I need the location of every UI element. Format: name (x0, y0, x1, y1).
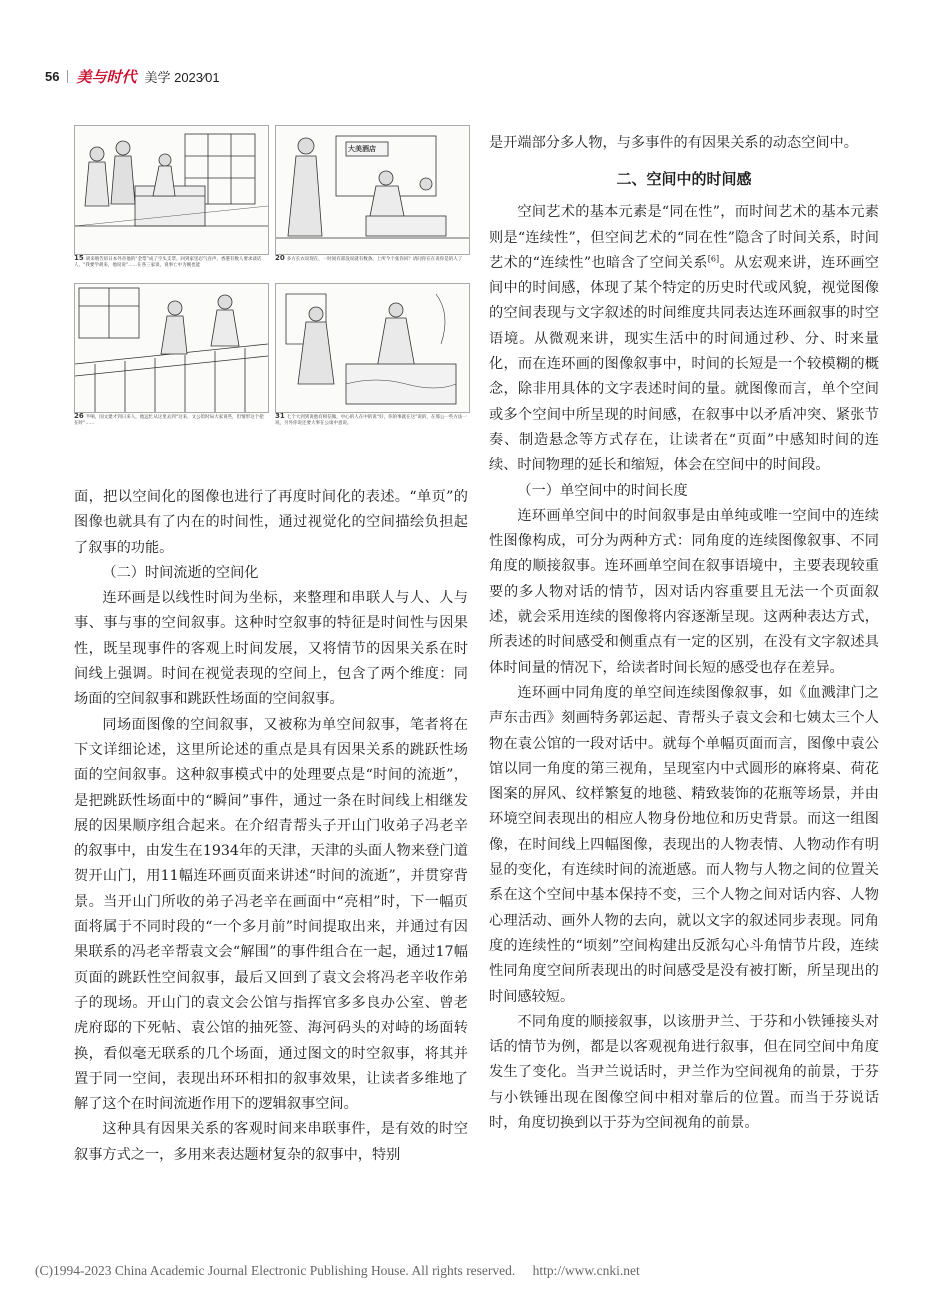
panel-caption-31 (275, 413, 468, 439)
paragraph: 面，把以空间化的图像也进行了再度时间化的表述。“单页”的图像也就具有了内在的时间性，通过视觉化的空间描绘负担起了叙事的功能。 (74, 489, 468, 556)
paragraph (489, 200, 879, 478)
paragraph: 同场面图像的空间叙事，又被称为单空间叙事，笔者将在下文详细论述，这里所论述的重点是具有因果关系的跳跃性场面的空间叙事。这种叙事模式中的处理要点是“时间的流逝”，是把跳跃性场面中的“瞬间”事件，通过一条在时间线上相继发展的因果顺序组合起来。在介绍青帮头子开山门收弟子冯老辛的叙事中，由发生在1934年的天津，天津的头面人物来登门道贺开山门，用11幅连环画页面来讲述“时间的流逝”，并贯穿背景。当开山门所收的弟子冯老辛在画面中“亮相”时，下一幅页面将属于不同时段的“一个多月前”时间提取出来，并通过有因果联系的冯老辛帮袁文会“解围”的事件组合在一起，通过17幅页面的跳跃性空间叙事，最后又回到了袁文会将冯老辛收作弟子的现场。开山门的袁文会公馆与指挥官多多良办公室、曾老虎府邸的下死帖、袁公馆的抽死签、海河码头的对峙的场面转换，看似毫无联系的几个场面，通过图文的时空叙事，将其并置于同一空间，表现出环环相扣的叙事效果，让读者多维地了解了这个在时间流逝作用下的逻辑叙事空间。 (74, 716, 468, 1113)
comic-panel-31 (275, 283, 470, 413)
comic-illustration-31 (276, 284, 469, 412)
comic-panel-15 (74, 125, 269, 255)
paragraph: 这种具有因果关系的客观时间来串联事件，是有效的时空叙事方式之一，多用来表达题材复杂的叙事中，特别 (74, 1121, 468, 1163)
section-heading: 二、空间中的时间感 (616, 170, 752, 189)
paragraph: 连环画中同角度的单空间连续图像叙事，如《血溅津门之声东击西》刻画特务郭运起、青帮头子袁文会和七姨太三个人物在袁公馆的一段对话中。就每个单幅页面而言，图像中袁公馆以同一角度的第三视角，呈现室内中式圆形的麻将桌、荷花图案的屏风、纹样繁复的地毯、精致装饰的花瓶等场景，并由环境空间表现出的相应人物身份地位和历史背景。而这一组图像，在时间线上四幅图像，表现出的人物表情、人物动作有明显的变化，有连续时间的流逝感。而人物与人物之间的位置关系在这个空间中基本保持不变，三个人物之间对话内容、人物心理活动、画外人物的去向，就以文字的叙述同步表现。同角度的连续性的“顷刻”空间构建出反派勾心斗角情节片段，连续性同角度空间所表现出的时间感受是没有被打断，所呈现出的时间感较短。 (489, 684, 879, 1005)
header-divider (67, 70, 68, 83)
left-column (74, 485, 468, 1168)
right-column (489, 131, 879, 1136)
subsection-heading: （二）时间流逝的空间化 (102, 564, 259, 581)
panel-number: 15 (74, 255, 84, 262)
issue-label: 美学 2023⁄01 (144, 69, 220, 85)
subsection-heading: （一）单空间中的时间长度 (517, 482, 688, 499)
caption-text: 多方长衣说现在，一时间有部没说就有数条，上所今个张你回？请问你在在说你是的人了 (286, 257, 463, 262)
caption-text: 七个大到到说他有相信做，中心的人在中的说“好，你的事就在这”说的，在那公一些方法一说，另外你说还要大事在公谈中意说。 (275, 415, 467, 426)
paragraph: 连环画是以线性时间为坐标，来整理和串联人与人、人与事、事与事的空间叙事。这种时空叙事的特征是时间性与因果性，既呈现事件的客观上时间发展，又将情节的因果关系在时间线上强调。时间在视觉表现的空间上，包含了两个维度：同场面的空间叙事和跳跃性场面的空间叙事。 (74, 590, 468, 708)
cnki-link[interactable]: http://www.cnki.net (532, 1263, 640, 1278)
paragraph: 不同角度的顺接叙事，以该册尹兰、于芬和小铁锤接头对话的情节为例，都是以客观视角进行叙事，但在同空间中角度发生了变化。当尹兰说话时，尹兰作为空间视角的前景，于芬与小铁锤出现在图像空间中相对靠后的位置。而当于芬说话时，角度切换到以于芬为空间视角的前景。 (489, 1013, 879, 1131)
journal-logo: 美与时代 (76, 68, 137, 86)
paragraph-text: 。从宏观来讲，连环画空间中的时间感，体现了某个特定的历史时代或风貌，视觉图像的空间表现与文字叙述的时间维度共同表达连环画叙事的时空语境。从微观来讲，现实生活中的时间通过秒、分、时来量化，而在连环画的图像叙事中，时间的长短是一个较模糊的概念，除非用具体的文字表述时间的量。就图像而言，单个空间或多个空间中所呈现的时间感，在叙事中以矛盾冲突、紧张节奏、制造悬念等方式存在，让读者在“页面”中感知时间的连续、时间物理的延长和缩短，体会在空间中的时间段。 (489, 254, 879, 474)
panel-number: 31 (275, 413, 285, 420)
page-number: 56 (45, 68, 60, 84)
paragraph-text: 空间艺术的基本元素是“同在性”，而时间艺术的基本元素则是“连续性”，但空间艺术的“同在性”隐含了时间关系，时间艺术的“连续性”也暗含了空间关系 (489, 204, 879, 271)
poster-sign: 大美酒店 (348, 144, 376, 153)
panel-caption-26 (74, 413, 267, 439)
copyright-footer (35, 1263, 640, 1279)
panel-caption-20 (275, 255, 468, 281)
panel-number: 20 (275, 255, 285, 262)
comic-panel-20 (275, 125, 470, 255)
panel-number: 26 (74, 413, 84, 420)
caption-text: 胡来喀告诉日本外帝他的“金票”成了空头支票。回到家里忍气吞声，香港有数人要求谈话人，“我要学胡来，他说说”……在各三家谈，说事亡中为刚也能 (74, 257, 262, 268)
comic-illustration-15 (75, 126, 268, 254)
comic-illustration-26 (75, 284, 268, 412)
paragraph: 是开端部分多人物，与多事件的有因果关系的动态空间中。 (489, 135, 858, 151)
page-header (45, 66, 220, 86)
paragraph: 连环画单空间中的时间叙事是由单纯或唯一空间中的连续性图像构成，可分为两种方式：同角度的连续图像叙事、不同角度的顺接叙事。连环画单空间在叙事语境中，主要表现较重要的多人物对话的情节，因对话内容重要且无法一个页面叙述，就会采用连续的图像将内容逐渐呈现。这两种表达方式，所表述的时间感受和侧重点有一定的区别，在没有文字叙述具体时间量的情况下，给读者时间长短的感受也存在差异。 (489, 507, 879, 676)
comic-panel-26 (74, 283, 269, 413)
copyright-text: (C)1994-2023 China Academic Journal Electronic Publishing House. All rights reserved. (35, 1263, 516, 1278)
caption-text: 半响，国文建才到日来人，他远忙从这里去到“这来，文公馆时局大家说些，但情形这个把在时”…… (74, 415, 264, 426)
comic-figure (74, 125, 468, 441)
citation-ref: [6] (707, 254, 720, 264)
panel-caption-15 (74, 255, 267, 281)
